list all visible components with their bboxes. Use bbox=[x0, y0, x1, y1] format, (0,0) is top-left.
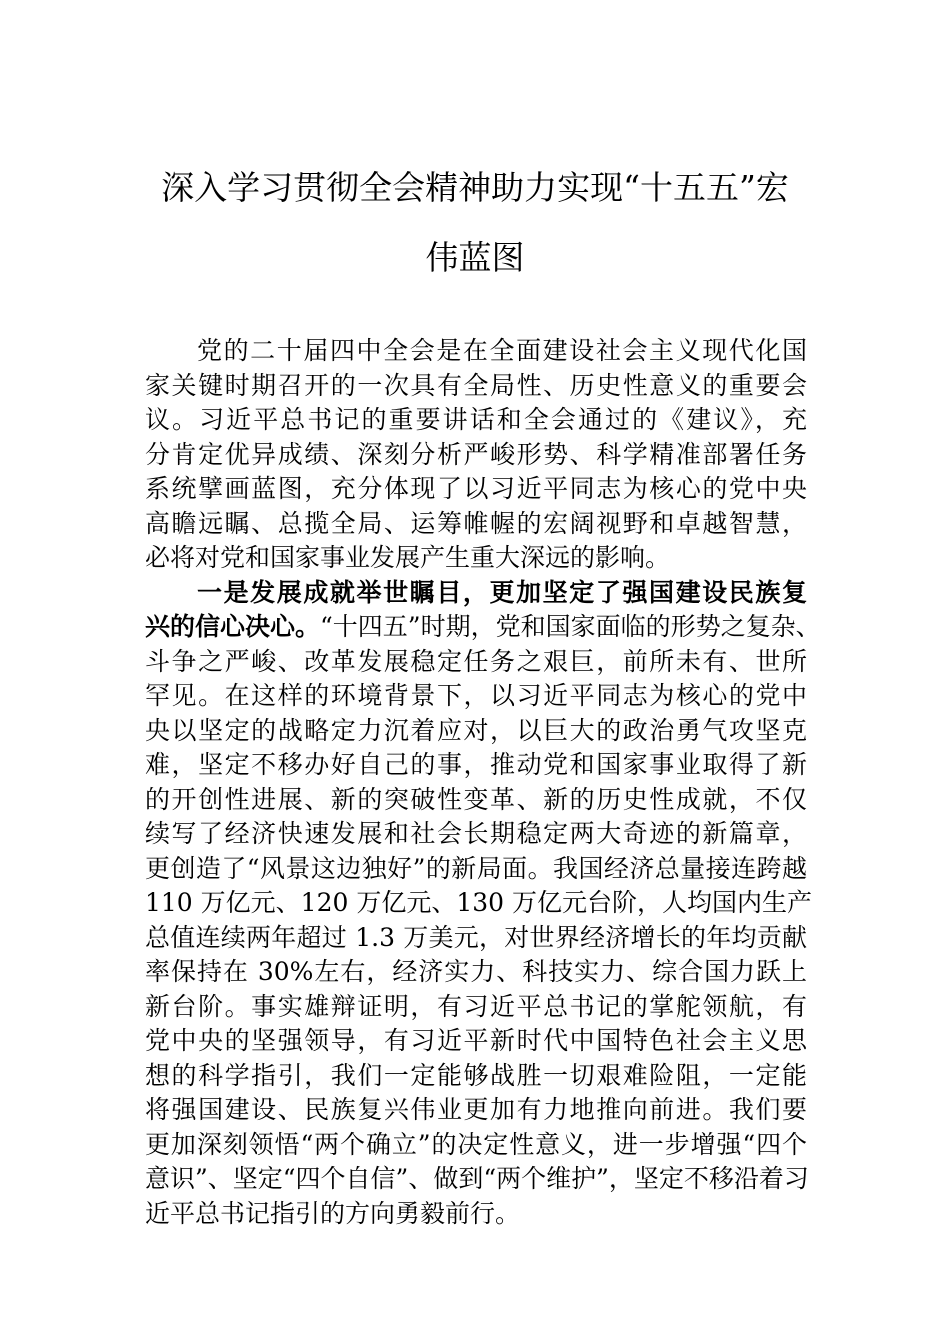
paragraph-text: 更加深刻领悟“两个确立”的决定性意义，进一步增强“四个 bbox=[145, 1129, 807, 1159]
paragraph-line bbox=[145, 852, 807, 887]
paragraph-text: 家关键时期召开的一次具有全局性、历史性意义的重要会 bbox=[145, 370, 807, 400]
paragraph-text: 党的二十届四中全会是在全面建设社会主义现代化国 bbox=[197, 336, 807, 365]
paragraph-line bbox=[145, 817, 807, 852]
paragraph-line bbox=[145, 472, 807, 507]
paragraph-text: 斗争之严峻、改革发展稳定任务之艰巨，前所未有、世所 bbox=[145, 646, 807, 676]
paragraph-line bbox=[145, 369, 807, 404]
paragraph-text: 意识”、坚定“四个自信”、做到“两个维护”，坚定不移沿着习 bbox=[145, 1164, 809, 1193]
paragraph-text: 将强国建设、民族复兴伟业更加有力地推向前进。我们要 bbox=[145, 1095, 807, 1124]
paragraph-text: 罕见。在这样的环境背景下，以习近平同志为核心的党中 bbox=[145, 681, 807, 710]
paragraph-line bbox=[145, 1197, 807, 1232]
paragraph-text: 议。习近平总书记的重要讲话和全会通过的《建议》，充 bbox=[145, 405, 807, 434]
paragraph-line bbox=[145, 1024, 807, 1059]
paragraph-text: 110 万亿元、120 万亿元、130 万亿元台阶，人均国内生产 bbox=[145, 888, 812, 917]
paragraph-line bbox=[145, 541, 807, 576]
paragraph-text: 总值连续两年超过 1.3 万美元，对世界经济增长的年均贡献 bbox=[145, 922, 807, 952]
paragraph-line bbox=[145, 1093, 807, 1128]
document-title-line-1: 深入学习贯彻全会精神助力实现“十五五”宏 bbox=[161, 168, 789, 207]
paragraph-text: 新台阶。事实雄辩证明，有习近平总书记的掌舵领航，有 bbox=[145, 991, 807, 1021]
paragraph-text: 想的科学指引，我们一定能够战胜一切艰难险阻，一定能 bbox=[145, 1060, 807, 1090]
paragraph-text: 的开创性进展、新的突破性变革、新的历史性成就，不仅 bbox=[145, 784, 807, 814]
paragraph-line bbox=[145, 334, 807, 369]
bold-lead-text: 一是发展成就举世瞩目，更加坚定了强国建设民族复 bbox=[197, 577, 807, 607]
paragraph-text: 必将对党和国家事业发展产生重大深远的影响。 bbox=[145, 543, 671, 572]
paragraph-text: 系统擘画蓝图，充分体现了以习近平同志为核心的党中央 bbox=[145, 474, 807, 503]
paragraph-line bbox=[145, 1059, 807, 1094]
paragraph-line bbox=[145, 886, 812, 921]
paragraph-line bbox=[145, 645, 807, 680]
paragraph-line bbox=[145, 955, 807, 990]
paragraph-text: 续写了经济快速发展和社会长期稳定两大奇迹的新篇章， bbox=[145, 819, 807, 848]
paragraph-line bbox=[145, 1128, 807, 1163]
paragraph-line bbox=[145, 921, 807, 956]
paragraph-line bbox=[145, 783, 807, 818]
paragraph-line bbox=[145, 610, 821, 645]
paragraph-line bbox=[145, 748, 807, 783]
paragraph-line bbox=[145, 679, 807, 714]
paragraph-line bbox=[145, 438, 807, 473]
paragraph-line bbox=[145, 576, 807, 611]
paragraph-line bbox=[145, 403, 807, 438]
paragraph-text: “十四五”时期，党和国家面临的形势之复杂、 bbox=[320, 612, 821, 641]
paragraph-text: 央以坚定的战略定力沉着应对，以巨大的政治勇气攻坚克 bbox=[145, 715, 807, 745]
paragraph-text: 分肯定优异成绩、深刻分析严峻形势、科学精准部署任务 bbox=[145, 439, 807, 469]
paragraph-text: 率保持在 30%左右，经济实力、科技实力、综合国力跃上 bbox=[145, 957, 807, 986]
paragraph-text: 高瞻远瞩、总揽全局、运筹帷幄的宏阔视野和卓越智慧， bbox=[145, 508, 807, 538]
paragraph-text: 近平总书记指引的方向勇毅前行。 bbox=[145, 1198, 521, 1228]
paragraph-text: 党中央的坚强领导，有习近平新时代中国特色社会主义思 bbox=[145, 1026, 807, 1055]
paragraph-line bbox=[145, 714, 807, 749]
paragraph-line bbox=[145, 990, 807, 1025]
paragraph-line bbox=[145, 507, 807, 542]
paragraph-line bbox=[145, 1162, 807, 1197]
bold-lead-text: 兴的信心决心。 bbox=[145, 612, 321, 641]
document-body bbox=[145, 334, 821, 1231]
paragraph-text: 更创造了“风景这边独好”的新局面。我国经济总量接连跨越 bbox=[145, 853, 807, 883]
paragraph-text: 难，坚定不移办好自己的事，推动党和国家事业取得了新 bbox=[145, 750, 807, 779]
document-title-line-2: 伟蓝图 bbox=[425, 238, 525, 277]
